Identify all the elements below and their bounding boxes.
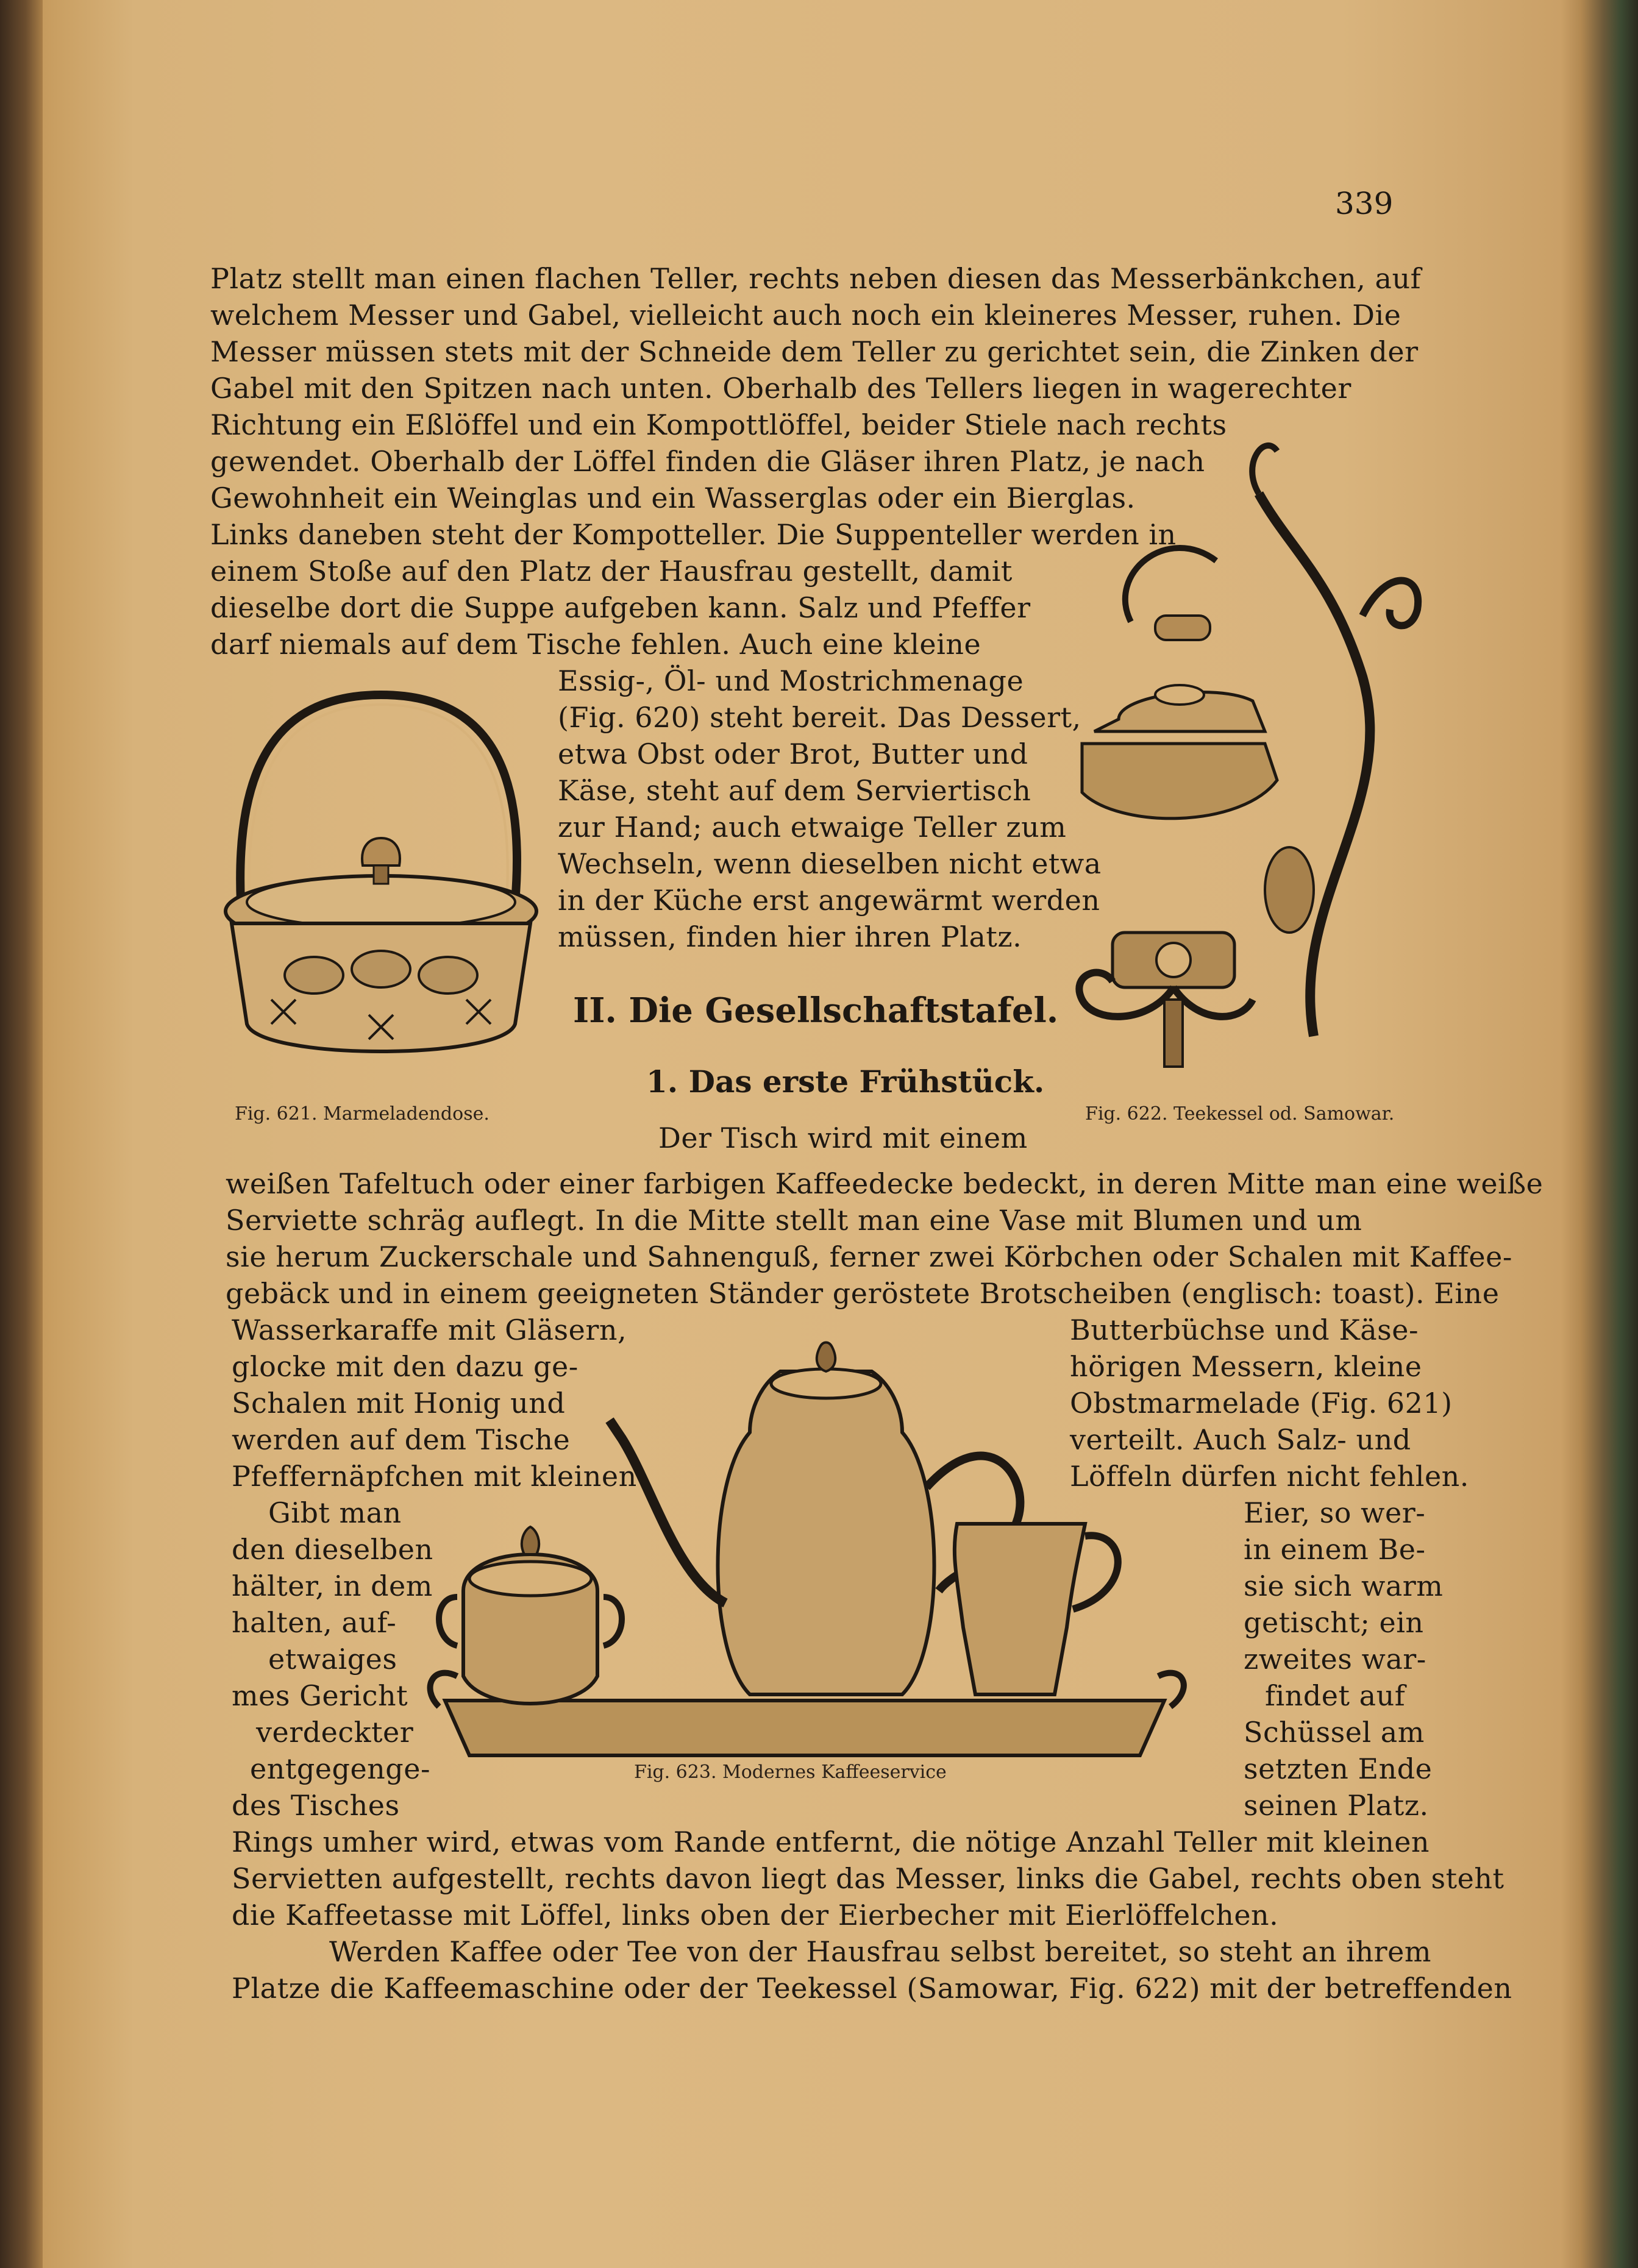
text-line: Pfeffernäpfchen mit kleinen (232, 1460, 637, 1493)
text-line: Gewohnheit ein Weinglas und ein Wasserglas oder ein Bierglas. (210, 482, 1136, 514)
text-line: hälter, in dem (232, 1569, 433, 1602)
text-line: setzten Ende (1244, 1752, 1433, 1785)
text-line: gebäck und in einem geeigneten Ständer geröstete Brotscheiben (englisch: toast). Eine (226, 1277, 1500, 1310)
text-line: weißen Tafeltuch oder einer farbigen Kaffeedecke bedeckt, in deren Mitte man eine weiße (226, 1167, 1544, 1200)
text-line: etwa Obst oder Brot, Butter und (558, 738, 1028, 770)
text-line: mes Gericht (232, 1679, 408, 1712)
marmalade-pot-illustration (210, 683, 552, 1085)
text-line: den dieselben (232, 1533, 433, 1566)
figure-caption: Fig. 623. Modernes Kaffeeservice (634, 1761, 947, 1783)
text-line: getischt; ein (1244, 1606, 1424, 1639)
text-line: Messer müssen stets mit der Schneide dem Teller zu gerichtet sein, die Zinken der (210, 335, 1419, 368)
text-line: Wasserkaraffe mit Gläsern, (232, 1314, 627, 1346)
text-line: des Tisches (232, 1789, 400, 1822)
text-line: Obstmarmelade (Fig. 621) (1070, 1387, 1453, 1420)
text-line: Werden Kaffee oder Tee von der Hausfrau selbst bereitet, so steht an ihrem (329, 1935, 1431, 1968)
figure-caption: Fig. 621. Marmeladendose. (235, 1103, 490, 1125)
text-line: welchem Messer und Gabel, vielleicht auch noch ein kleineres Messer, ruhen. Die (210, 299, 1401, 332)
text-line: Wechseln, wenn dieselben nicht etwa (558, 847, 1102, 880)
text-line: etwaiges (268, 1643, 397, 1676)
page-number: 339 (1335, 186, 1394, 221)
text-line: halten, auf- (232, 1606, 397, 1639)
text-line: hörigen Messern, kleine (1070, 1350, 1422, 1383)
text-line: Links daneben steht der Kompotteller. Die Suppenteller werden in (210, 518, 1177, 551)
text-line: müssen, finden hier ihren Platz. (558, 920, 1022, 953)
page-edge (1580, 0, 1638, 2268)
text-line: (Fig. 620) steht bereit. Das Dessert, (558, 701, 1081, 734)
text-line: Essig-, Öl- und Mostrichmenage (558, 664, 1024, 697)
text-line: zweites war- (1244, 1643, 1426, 1676)
coffee-service-illustration (421, 1335, 1213, 1774)
text-line: Richtung ein Eßlöffel und ein Kompottlöffel, beider Stiele nach rechts (210, 408, 1227, 441)
text-line: gewendet. Oberhalb der Löffel finden die Gläser ihren Platz, je nach (210, 445, 1205, 478)
samovar-illustration (1058, 414, 1430, 1085)
text-line: zur Hand; auch etwaige Teller zum (558, 811, 1067, 844)
text-line: werden auf dem Tische (232, 1423, 571, 1456)
text-line: darf niemals auf dem Tische fehlen. Auch eine kleine (210, 628, 981, 661)
text-line: dieselbe dort die Suppe aufgeben kann. Salz und Pfeffer (210, 591, 1031, 624)
text-line: entgegenge- (250, 1752, 431, 1785)
text-line: Gibt man (268, 1496, 402, 1529)
text-line: Schalen mit Honig und (232, 1387, 566, 1420)
text-line: die Kaffeetasse mit Löffel, links oben der Eierbecher mit Eierlöffelchen. (232, 1899, 1279, 1932)
text-line: verteilt. Auch Salz- und (1070, 1423, 1411, 1456)
text-line: Gabel mit den Spitzen nach unten. Oberhalb des Tellers liegen in wagerechter (210, 372, 1351, 405)
subsection-heading: 1. Das erste Frühstück. (646, 1064, 1045, 1100)
text-line: findet auf (1265, 1679, 1406, 1712)
text-line: Servietten aufgestellt, rechts davon liegt das Messer, links die Gabel, rechts oben steht (232, 1862, 1504, 1895)
text-line: Löffeln dürfen nicht fehlen. (1070, 1460, 1469, 1493)
text-line: glocke mit den dazu ge- (232, 1350, 579, 1383)
text-line: Schüssel am (1244, 1716, 1425, 1749)
text-line: Platze die Kaffeemaschine oder der Teekessel (Samowar, Fig. 622) mit der betreffenden (232, 1972, 1512, 2005)
text-line: sie sich warm (1244, 1569, 1444, 1602)
text-line: Eier, so wer- (1244, 1496, 1426, 1529)
text-line: Käse, steht auf dem Serviertisch (558, 774, 1031, 807)
text-line: Rings umher wird, etwas vom Rande entfernt, die nötige Anzahl Teller mit kleinen (232, 1825, 1430, 1858)
section-heading: II. Die Gesellschaftstafel. (573, 990, 1059, 1031)
text-line: einem Stoße auf den Platz der Hausfrau gestellt, damit (210, 555, 1013, 588)
text-line: Platz stellt man einen flachen Teller, rechts neben diesen das Messerbänkchen, auf (210, 262, 1422, 295)
text-line: Butterbüchse und Käse- (1070, 1314, 1419, 1346)
book-spine (0, 0, 43, 2268)
text-line: Serviette schräg auflegt. In die Mitte stellt man eine Vase mit Blumen und um (226, 1204, 1362, 1237)
text-line: in der Küche erst angewärmt werden (558, 884, 1100, 917)
text-line: verdeckter (256, 1716, 414, 1749)
text-line: in einem Be- (1244, 1533, 1426, 1566)
figure-caption: Fig. 622. Teekessel od. Samowar. (1085, 1103, 1395, 1125)
text-line: sie herum Zuckerschale und Sahnenguß, ferner zwei Körbchen oder Schalen mit Kaffee- (226, 1240, 1512, 1273)
text-line: seinen Platz. (1244, 1789, 1429, 1822)
text-line: Der Tisch wird mit einem (658, 1122, 1028, 1154)
